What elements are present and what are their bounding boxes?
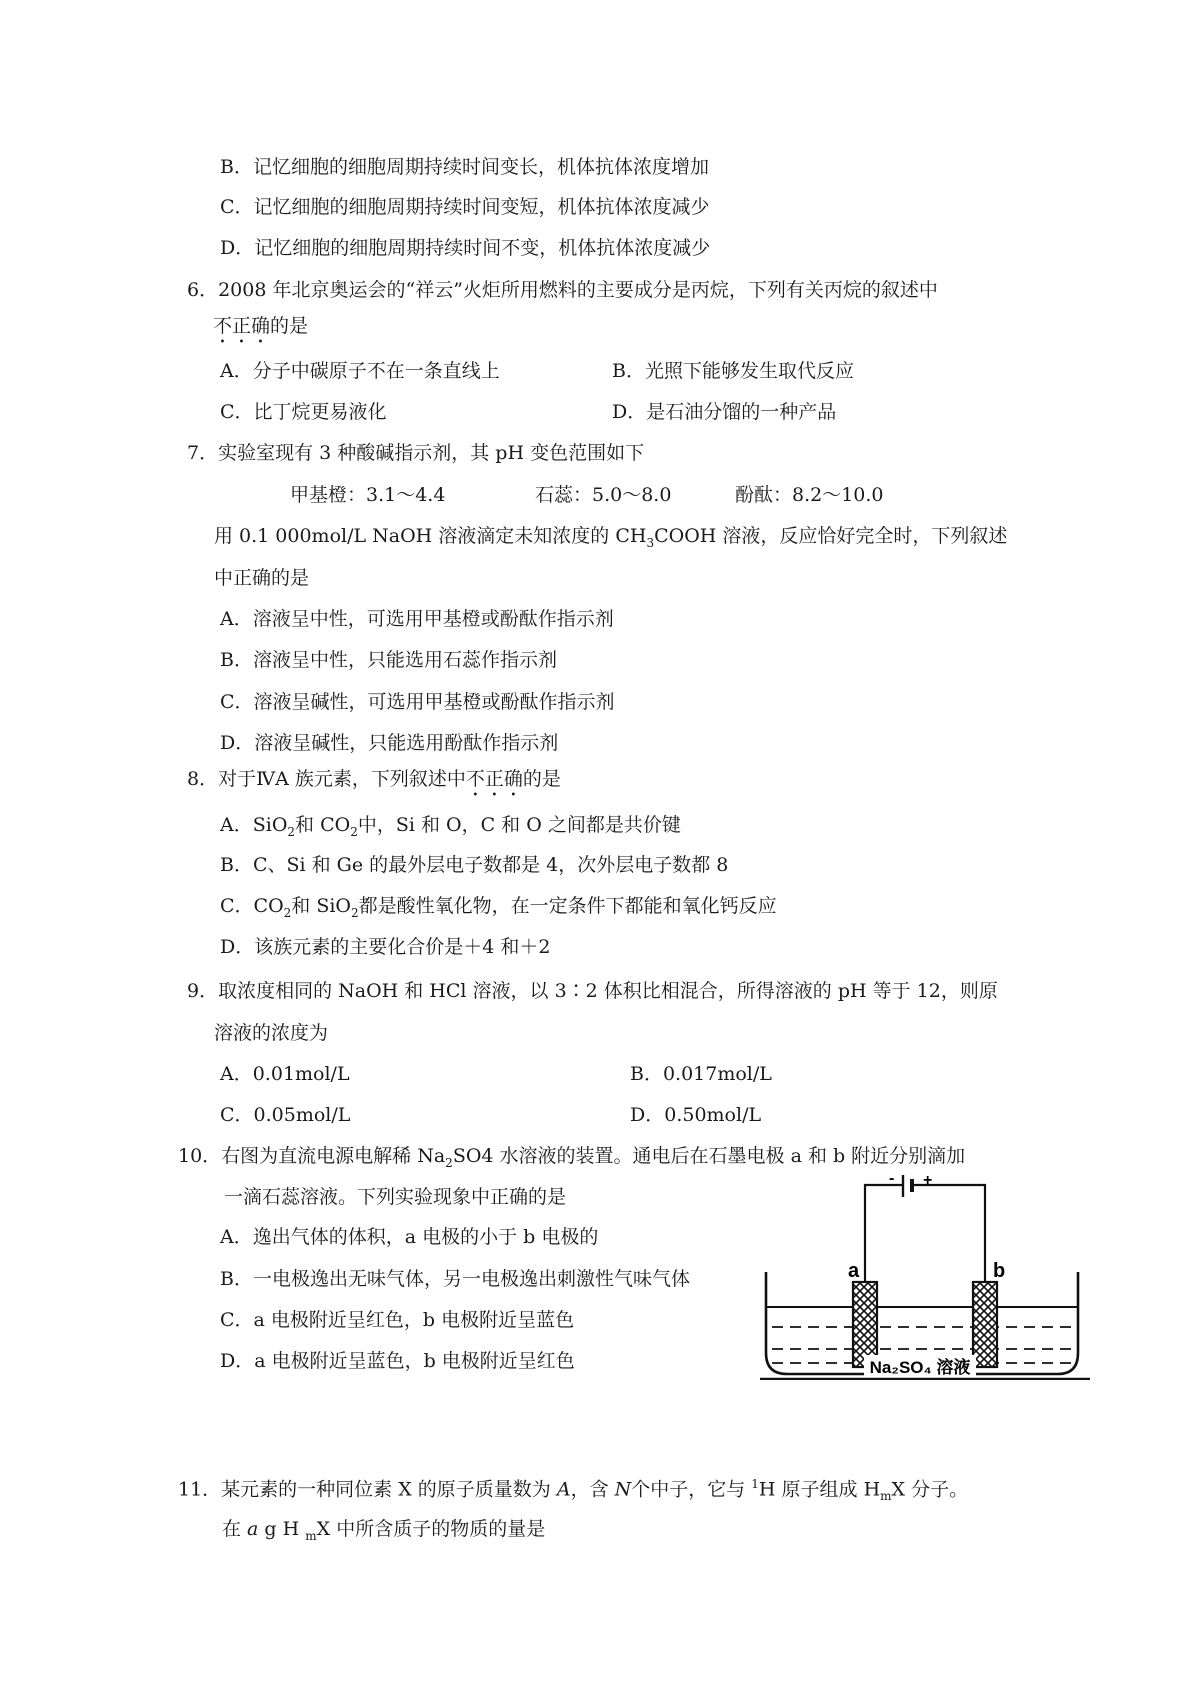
electrode-a-label: a <box>848 1260 860 1282</box>
q6-option-b: B．光照下能够发生取代反应 <box>612 360 854 382</box>
q11-line2-part1: 在 <box>222 1518 248 1540</box>
q8-opt-a-part1: A．SiO <box>220 814 288 836</box>
q8-opt-a-sub2: 2 <box>350 824 358 839</box>
right-wire <box>913 1185 985 1282</box>
q5-option-c: C．记忆细胞的细胞周期持续时间变短，机体抗体浓度减少 <box>220 196 710 218</box>
q8-opt-c-part2: 和 SiO <box>291 895 352 917</box>
q7-option-c: C．溶液呈碱性，可选用甲基橙或酚酞作指示剂 <box>220 691 615 713</box>
q5-option-d: D．记忆细胞的细胞周期持续时间不变，机体抗体浓度减少 <box>220 237 711 259</box>
q8-option-b: B．C、Si 和 Ge 的最外层电子数都是 4，次外层电子数都 8 <box>220 854 729 876</box>
q11-var-a: a <box>247 1518 259 1540</box>
q10-option-b: B．一电极逸出无味气体，另一电极逸出刺激性气味气体 <box>220 1268 690 1290</box>
q8-opt-c-part3: 都是酸性氧化物，在一定条件下都能和氧化钙反应 <box>358 895 777 917</box>
q8-opt-a-part2: 和 CO <box>295 814 351 836</box>
q7-stem2-part1: 用 0.1 000mol/L NaOH 溶液滴定未知浓度的 CH <box>214 525 647 547</box>
q9-stem-line2: 溶液的浓度为 <box>214 1022 329 1044</box>
positive-terminal-label: + <box>923 1175 933 1189</box>
solution-label: Na₂SO₄ 溶液 <box>869 1358 971 1377</box>
q7-option-d: D．溶液呈碱性，只能选用酚酞作指示剂 <box>220 732 559 754</box>
q7-stem-line3: 中正确的是 <box>214 567 310 589</box>
q10-stem <box>178 1143 965 1176</box>
q9-option-d: D．0.50mol/L <box>630 1104 762 1126</box>
q10-stem-line2: 一滴石蕊溶液。下列实验现象中正确的是 <box>224 1186 567 1208</box>
q8-option-a <box>220 812 681 845</box>
q6-emphasis: 不正确 <box>213 315 271 337</box>
q11-sub-m: m <box>880 1489 892 1504</box>
q11-part2: ，含 <box>570 1478 615 1501</box>
q6-option-a: A．分子中碳原子不在一条直线上 <box>220 360 500 382</box>
q11-part5: X 分子。 <box>891 1478 969 1501</box>
q10-stem-sub: 2 <box>445 1155 453 1170</box>
graphite-electrode-b <box>973 1282 997 1367</box>
q11-line2-part2: g H <box>258 1518 306 1540</box>
q7-indicator-phenolphthalein: 酚酞：8.2～10.0 <box>735 484 884 506</box>
graphite-electrode-a <box>853 1282 877 1367</box>
q7-stem-line2 <box>214 523 1007 556</box>
q11-stem <box>178 1471 968 1509</box>
q10-stem-part1: 10．右图为直流电源电解稀 Na <box>178 1145 446 1167</box>
q7-stem: 7．实验室现有 3 种酸碱指示剂，其 pH 变色范围如下 <box>187 442 645 464</box>
q7-stem2-part2: COOH 溶液，反应恰好完全时，下列叙述 <box>654 525 1008 547</box>
q8-stem-tail: 的是 <box>522 768 561 790</box>
q7-option-b: B．溶液呈中性，只能选用石蕊作指示剂 <box>220 649 557 671</box>
q11-part4: H 原子组成 H <box>758 1478 881 1501</box>
q8-opt-c-sub1: 2 <box>283 905 292 920</box>
q9-option-c: C．0.05mol/L <box>220 1104 351 1126</box>
q7-stem2-sub: 3 <box>646 535 655 550</box>
q7-option-a: A．溶液呈中性，可选用甲基橙或酚酞作指示剂 <box>220 608 614 630</box>
q11-part3: 个中子，它与 <box>631 1478 752 1501</box>
left-wire <box>865 1185 903 1282</box>
q11-sup-1: 1 <box>751 1477 759 1491</box>
q8-emphasis: 不正确 <box>465 768 523 790</box>
q6-stem: 6．2008 年北京奥运会的“祥云”火炬所用燃料的主要成分是丙烷，下列有关丙烷的叙述中 <box>187 279 938 301</box>
q8-opt-a-part3: 中，Si 和 O，C 和 O 之间都是共价键 <box>357 814 681 836</box>
negative-terminal-label: - <box>889 1175 895 1187</box>
q10-option-c: C．a 电极附近呈红色，b 电极附近呈蓝色 <box>220 1309 575 1331</box>
q8-stem <box>187 766 561 801</box>
q8-opt-a-sub1: 2 <box>287 824 296 839</box>
q8-stem-text: 8．对于ⅣA 族元素，下列叙述中 <box>187 768 466 790</box>
q8-opt-c-part1: C．CO <box>220 895 284 917</box>
q11-var-N: N <box>614 1478 632 1501</box>
q8-option-c <box>220 893 777 926</box>
electrode-b-label: b <box>993 1260 1006 1282</box>
q11-stem-line2 <box>222 1516 545 1549</box>
electrolysis-diagram <box>760 1175 1090 1380</box>
q11-line2-sub-m: m <box>305 1528 317 1543</box>
q10-option-a: A．逸出气体的体积，a 电极的小于 b 电极的 <box>220 1226 599 1248</box>
electrolysis-apparatus-figure <box>760 1175 1090 1380</box>
q8-option-d: D．该族元素的主要化合价是＋4 和＋2 <box>220 936 551 958</box>
q6-stem-tail: 的是 <box>270 315 309 337</box>
q5-option-b: B．记忆细胞的细胞周期持续时间变长，机体抗体浓度增加 <box>220 156 709 178</box>
q9-option-a: A．0.01mol/L <box>220 1063 350 1085</box>
q11-var-A: A <box>556 1478 571 1501</box>
q7-indicator-litmus: 石蕊：5.0～8.0 <box>535 484 672 506</box>
q11-part1: 11．某元素的一种同位素 X 的原子质量数为 <box>178 1478 557 1501</box>
q6-stem-line2 <box>213 313 308 348</box>
q10-stem-part2: SO4 水溶液的装置。通电后在石墨电极 a 和 b 附近分别滴加 <box>452 1145 966 1167</box>
q6-option-c: C．比丁烷更易液化 <box>220 401 387 423</box>
q6-option-d: D．是石油分馏的一种产品 <box>612 401 837 423</box>
q11-line2-part3: X 中所含质子的物质的量是 <box>316 1518 546 1540</box>
q9-stem: 9．取浓度相同的 NaOH 和 HCl 溶液，以 3∶2 体积比相混合，所得溶液的 pH 等于 12，则原 <box>187 980 998 1002</box>
q9-option-b: B．0.017mol/L <box>630 1063 772 1085</box>
q8-opt-c-sub2: 2 <box>351 905 359 920</box>
q7-indicator-methyl-orange: 甲基橙：3.1～4.4 <box>290 484 446 506</box>
q10-option-d: D．a 电极附近呈蓝色，b 电极附近呈红色 <box>220 1350 575 1372</box>
